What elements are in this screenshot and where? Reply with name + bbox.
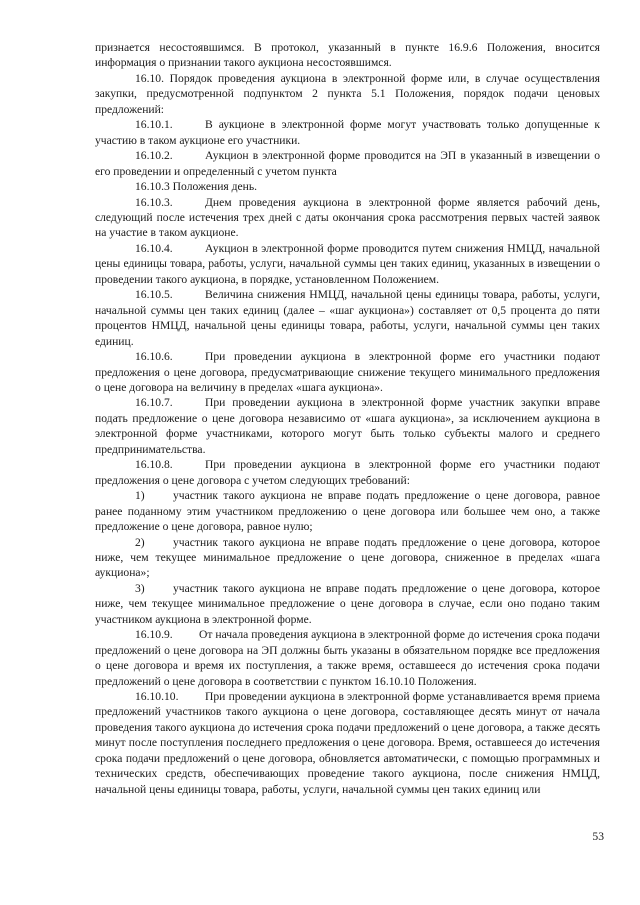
paragraph <box>95 457 600 488</box>
paragraph <box>95 148 600 179</box>
paragraph-text: В аукционе в электронной форме могут участвовать только допущенные к участию в таком аукционе его участники. <box>95 118 600 147</box>
clause-number: 16.10.4. <box>135 241 173 255</box>
clause-number: 16.10.9. <box>135 628 173 642</box>
paragraph-text: При проведении аукциона в электронной форме его участники подают предложения о цене договора, предусматривающие снижение текущего минимального предложения о цене договора на величину в пределах «шага аукциона». <box>95 350 600 394</box>
paragraph <box>95 627 600 689</box>
paragraph <box>95 195 600 241</box>
document-page <box>95 40 600 797</box>
paragraph-text: При проведении аукциона в электронной форме участник закупки вправе подать предложение о цене договора независимо от «шага аукциона», за исключением аукциона в электронной форме участниками, которого могут быть только субъекты малого и среднего предпринимательства. <box>95 396 600 456</box>
paragraph-text: От начала проведения аукциона в электронной форме до истечения срока подачи предложений о цене договора на ЭП должны быть указаны в обязательном порядке все предложения о цене договора и время их поступления, а также время, оставшееся до истечения срока подачи предложений о цене договора в соответствии с пунктом 16.10.10 Положения. <box>95 628 600 688</box>
paragraph <box>95 535 600 581</box>
clause-number: 16.10.3. <box>135 195 173 209</box>
paragraph <box>95 71 600 117</box>
paragraph <box>95 395 600 457</box>
paragraph-text: При проведении аукциона в электронной форме устанавливается время приема предложений участников такого аукциона о цене договора, составляющее десять минут от начала проведения такого аукциона до истечения срока подачи предложений о цене договора, а также десять минут после поступления последнего предложения о цене договора. Время, оставшееся до истечения срока подачи предложений о цене договора, обновляется автоматически, с помощью программных и технических средств, обеспечивающих проведение такого аукциона, после снижения НМЦД, начальной цены единицы товара, работы, услуги, начальной суммы цен таких единиц или <box>95 690 600 796</box>
clause-number: 16.10.10. <box>135 690 179 704</box>
clause-number: 2) <box>135 535 145 549</box>
clause-number: 16.10.6. <box>135 350 173 364</box>
paragraph-text: При проведении аукциона в электронной форме его участники подают предложения о цене договора с учетом следующих требований: <box>95 458 600 487</box>
clause-number: 16.10.1. <box>135 118 173 132</box>
paragraph-text: участник такого аукциона не вправе подать предложение о цене договора, которое ниже, чем текущее минимальное предложение о цене договора в случае, если оно подано таким участником аукциона в электронной форме. <box>95 581 600 626</box>
paragraph <box>95 488 600 534</box>
paragraph-text: 16.10. Порядок проведения аукциона в электронной форме или, в случае осуществления закупки, предусмотренной подпунктом 2 пункта 5.1 Положения, порядок подачи ценовых предложений: <box>95 71 600 116</box>
paragraph <box>95 241 600 287</box>
clause-number: 16.10.5. <box>135 288 173 302</box>
paragraph <box>95 117 600 148</box>
paragraph-text: 16.10.3 Положения день. <box>135 180 258 194</box>
clause-number: 3) <box>135 581 145 595</box>
paragraph <box>95 40 600 71</box>
paragraph-text: Аукцион в электронной форме проводится путем снижения НМЦД, начальной цены единицы товара, работы, услуги, начальной суммы цен таких единиц, указанных в извещении о проведении такого аукциона, в порядке, установленном Положением. <box>95 241 600 286</box>
paragraph-text: участник такого аукциона не вправе подать предложение о цене договора, равное ранее поданному этим участником предложению о цене договора или большее чем оно, а также предложение о цене договора, равное нулю; <box>95 489 600 534</box>
paragraph-text: участник такого аукциона не вправе подать предложение о цене договора, которое ниже, чем текущее минимальное предложение о цене договора, сниженное в пределах «шага аукциона»; <box>95 535 600 580</box>
paragraph <box>95 349 600 395</box>
paragraph <box>95 179 600 194</box>
page-number: 53 <box>592 830 604 843</box>
paragraph <box>95 287 600 349</box>
clause-number: 16.10.8. <box>135 458 173 472</box>
clause-number: 16.10.2. <box>135 149 173 163</box>
paragraph <box>95 689 600 797</box>
clause-number: 1) <box>135 489 145 503</box>
paragraph-text: признается несостоявшимся. В протокол, указанный в пункте 16.9.6 Положения, вносится информация о признании такого аукциона несостоявшимся. <box>95 41 600 70</box>
paragraph-text: Аукцион в электронной форме проводится на ЭП в указанный в извещении о его проведении и определенный с учетом пункта <box>95 149 600 178</box>
paragraph-text: Величина снижения НМЦД, начальной цены единицы товара, работы, услуги, начальной суммы цен таких единиц (далее – «шаг аукциона») составляет от 0,5 процента до пяти процентов НМЦД, начальной цены единицы товара, работы, услуги, начальной суммы цен таких единиц. <box>95 288 600 348</box>
paragraph <box>95 581 600 627</box>
paragraph-text: Днем проведения аукциона в электронной форме является рабочий день, следующий после истечения трех дней с даты окончания срока рассмотрения первых частей заявок на участие в таком аукционе. <box>95 195 600 240</box>
clause-number: 16.10.7. <box>135 396 173 410</box>
